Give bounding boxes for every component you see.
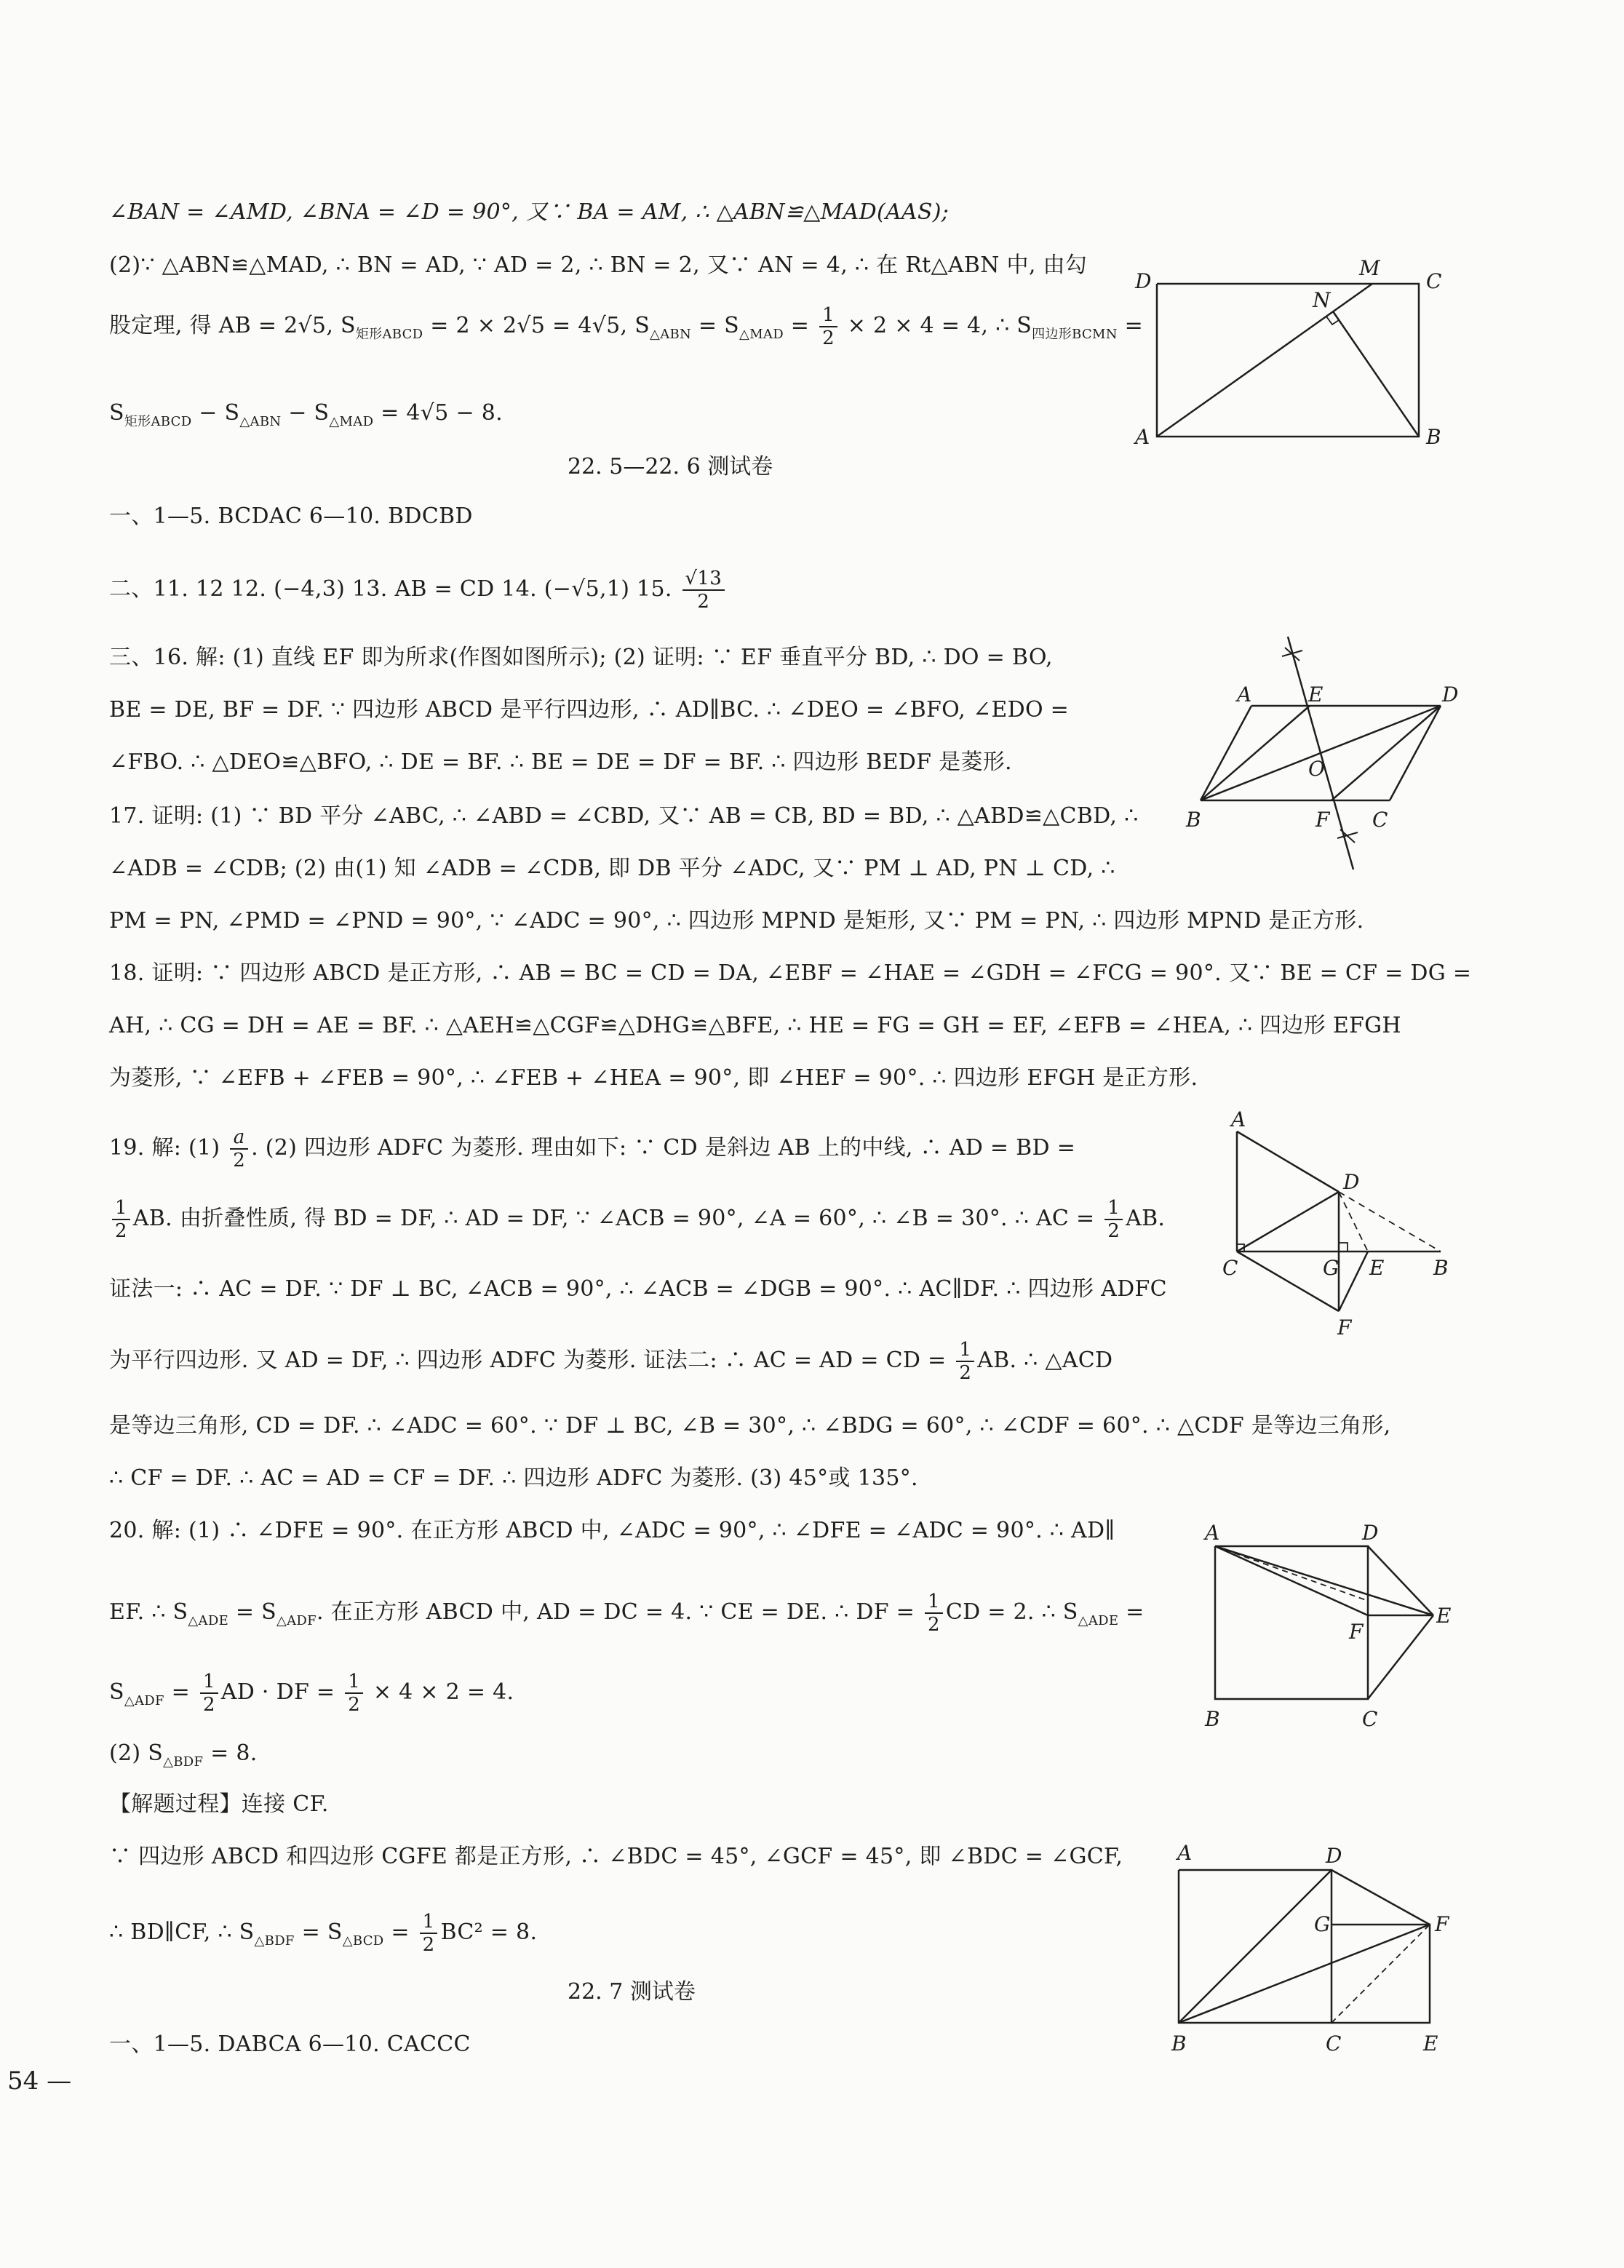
numerator: 1 bbox=[112, 1197, 130, 1220]
segment-cd bbox=[1390, 706, 1441, 800]
label-e: E bbox=[1369, 1256, 1385, 1280]
text: = S bbox=[228, 1599, 276, 1625]
denominator: 2 bbox=[1107, 1220, 1121, 1242]
text: = bbox=[1117, 313, 1144, 338]
label-f: F bbox=[1349, 1620, 1364, 1644]
denominator: 2 bbox=[115, 1220, 127, 1242]
figure-parallelogram bbox=[1186, 626, 1462, 876]
q18-line-3: 为菱形, ∵ ∠EFB + ∠FEB = 90°, ∴ ∠FEB + ∠HEA = 90°, 即 ∠HEF = 90°. ∴ 四边形 EFGH 是正方形. bbox=[109, 1065, 1198, 1091]
text: = S bbox=[294, 1919, 343, 1945]
fraction bbox=[420, 1911, 438, 1956]
text: . 在正方形 ABCD 中, AD = DC = 4. ∵ CE = DE. ∴ DF = bbox=[316, 1599, 922, 1625]
label-c: C bbox=[1426, 269, 1442, 293]
q20-line-6: ∵ 四边形 ABCD 和四边形 CGFE 都是正方形, ∴ ∠BDC = 45°, ∠GCF = 45°, 即 ∠BDC = ∠GCF, bbox=[109, 1844, 1123, 1869]
subscript: △BDF bbox=[254, 1933, 295, 1949]
numerator: a bbox=[230, 1126, 248, 1150]
q20-line-3 bbox=[109, 1671, 514, 1716]
segment-ce bbox=[1368, 1615, 1433, 1699]
segment-bf bbox=[1179, 1925, 1430, 2023]
numerator: 1 bbox=[925, 1591, 943, 1614]
label-o: O bbox=[1308, 757, 1325, 781]
q16-line-3: ∠FBO. ∴ △DEO≌△BFO, ∴ DE = BF. ∴ BE = DE = DF = BF. ∴ 四边形 BEDF 是菱形. bbox=[109, 749, 1012, 775]
answers-fill bbox=[109, 568, 728, 613]
label-n: N bbox=[1313, 288, 1331, 312]
label-e: E bbox=[1436, 1604, 1452, 1628]
subscript: △BCD bbox=[342, 1933, 384, 1949]
rectangle-outline bbox=[1157, 284, 1419, 437]
segment-be bbox=[1201, 706, 1310, 800]
denominator: 2 bbox=[822, 327, 835, 349]
q18-line-2: AH, ∴ CG = DH = AE = BF. ∴ △AEH≌△CGF≌△DHG≌△BFE, ∴ HE = FG = GH = EF, ∠EFB = ∠HEA, ∴ 四边形 EFGH bbox=[109, 1013, 1401, 1038]
text: = S bbox=[691, 313, 740, 338]
text: 股定理, 得 AB = 2√5, S bbox=[109, 313, 356, 338]
segment-bd bbox=[1179, 1870, 1332, 2023]
text: EF. ∴ S bbox=[109, 1599, 188, 1625]
fraction bbox=[956, 1339, 974, 1384]
text: AD · DF = bbox=[220, 1679, 343, 1705]
text: AB. ∴ △ACD bbox=[977, 1348, 1113, 1373]
denominator: 2 bbox=[697, 591, 710, 613]
label-f: F bbox=[1337, 1316, 1352, 1340]
subscript: △ABN bbox=[650, 327, 692, 342]
line-2: (2)∵ △ABN≌△MAD, ∴ BN = AD, ∵ AD = 2, ∴ BN = 2, 又∵ AN = 4, ∴ 在 Rt△ABN 中, 由勾 bbox=[109, 252, 1088, 278]
label-a: A bbox=[1177, 1841, 1193, 1865]
label-b: B bbox=[1205, 1707, 1220, 1731]
q16-line-1: 三、16. 解: (1) 直线 EF 即为所求(作图如图所示); (2) 证明: ∵ EF 垂直平分 BD, ∴ DO = BO, bbox=[109, 645, 1053, 670]
label-a: A bbox=[1237, 683, 1252, 707]
section-title-22-5: 22. 5—22. 6 测试卷 bbox=[568, 454, 773, 480]
label-g: G bbox=[1314, 1912, 1331, 1936]
label-b: B bbox=[1433, 1256, 1449, 1280]
subscript: △ABN bbox=[239, 414, 282, 429]
label-b: B bbox=[1171, 2032, 1187, 2056]
label-e: E bbox=[1423, 2032, 1438, 2056]
fraction bbox=[112, 1197, 130, 1242]
right-angle-mark-g bbox=[1339, 1243, 1348, 1252]
text: = bbox=[1118, 1599, 1145, 1625]
answers-choice-2: 一、1—5. DABCA 6—10. CACCC bbox=[109, 2032, 471, 2057]
numerator: √13 bbox=[682, 568, 725, 591]
text: 为平行四边形. 又 AD = DF, ∴ 四边形 ADFC 为菱形. 证法二: ∴ AC = AD = CD = bbox=[109, 1348, 954, 1373]
label-f: F bbox=[1315, 808, 1330, 832]
numerator: 1 bbox=[420, 1911, 438, 1934]
q19-line-1 bbox=[109, 1126, 1075, 1171]
segment-af bbox=[1215, 1546, 1368, 1615]
fraction bbox=[819, 304, 837, 349]
fraction bbox=[1104, 1197, 1123, 1242]
q19-line-4 bbox=[109, 1339, 1112, 1384]
segment-fd bbox=[1332, 706, 1441, 800]
numerator: 1 bbox=[200, 1671, 218, 1694]
numerator: 1 bbox=[345, 1671, 363, 1694]
segment-bn bbox=[1333, 311, 1419, 437]
label-d: D bbox=[1362, 1521, 1379, 1545]
subscript: 四边形BCMN bbox=[1032, 327, 1118, 342]
segment-cd bbox=[1237, 1192, 1339, 1252]
text: BC² = 8. bbox=[440, 1919, 538, 1945]
q20-line-2 bbox=[109, 1591, 1145, 1636]
label-m: M bbox=[1359, 256, 1380, 280]
text: ∴ BD∥CF, ∴ S bbox=[109, 1919, 255, 1945]
q17-line-1: 17. 证明: (1) ∵ BD 平分 ∠ABC, ∴ ∠ABD = ∠CBD, 又∵ AB = CB, BD = BD, ∴ △ABD≌△CBD, ∴ bbox=[109, 803, 1139, 829]
segment-fe bbox=[1339, 1252, 1368, 1311]
denominator: 2 bbox=[927, 1614, 940, 1636]
subscript: 矩形ABCD bbox=[124, 414, 192, 429]
text: = 4√5 − 8. bbox=[373, 400, 503, 426]
label-d: D bbox=[1135, 269, 1152, 293]
subscript: △ADE bbox=[188, 1613, 229, 1628]
q20-line-4 bbox=[109, 1739, 258, 1777]
segment-cf-dashed bbox=[1332, 1925, 1430, 2023]
q19-line-3: 证法一: ∴ AC = DF. ∵ DF ⊥ BC, ∠ACB = 90°, ∴ ∠ACB = ∠DGB = 90°. ∴ AC∥DF. ∴ 四边形 ADFC bbox=[109, 1276, 1167, 1302]
text: AB. bbox=[1126, 1206, 1166, 1231]
numerator: 1 bbox=[819, 304, 837, 327]
text: AB. 由折叠性质, 得 BD = DF, ∴ AD = DF, ∵ ∠ACB = 90°, ∠A = 60°, ∴ ∠B = 30°. ∴ AC = bbox=[132, 1206, 1102, 1231]
q20-line-1: 20. 解: (1) ∴ ∠DFE = 90°. 在正方形 ABCD 中, ∠ADC = 90°, ∴ ∠DFE = ∠ADC = 90°. ∴ AD∥ bbox=[109, 1518, 1115, 1543]
q20-line-5: 【解题过程】连接 CF. bbox=[109, 1791, 329, 1817]
figure-two-squares bbox=[1157, 1841, 1470, 2062]
text: S bbox=[109, 1679, 124, 1705]
label-c: C bbox=[1326, 2032, 1342, 2056]
text: = bbox=[164, 1679, 197, 1705]
subscript: △MAD bbox=[329, 414, 374, 429]
text: S bbox=[109, 400, 124, 426]
q19-line-6: ∴ CF = DF. ∴ AC = AD = CF = DF. ∴ 四边形 ADFC 为菱形. (3) 45°或 135°. bbox=[109, 1465, 918, 1491]
label-a: A bbox=[1231, 1107, 1246, 1131]
subscript: △ADF bbox=[124, 1693, 164, 1708]
subscript: △BDF bbox=[163, 1754, 204, 1770]
label-c: C bbox=[1222, 1256, 1238, 1280]
text: = 2 × 2√5 = 4√5, S bbox=[423, 313, 650, 338]
text: = bbox=[783, 313, 817, 338]
line-3 bbox=[109, 304, 1143, 349]
text: − S bbox=[281, 400, 330, 426]
text: CD = 2. ∴ S bbox=[945, 1599, 1078, 1625]
fraction bbox=[200, 1671, 218, 1716]
label-b: B bbox=[1426, 425, 1441, 449]
figure-square-triangle bbox=[1193, 1513, 1455, 1735]
arc-mark-bottom bbox=[1337, 829, 1358, 843]
square-abcd bbox=[1215, 1546, 1368, 1699]
text: 二、11. 12 12. (−4,3) 13. AB = CD 14. (−√5,1) 15. bbox=[109, 576, 680, 602]
label-a: A bbox=[1135, 425, 1150, 449]
label-d: D bbox=[1326, 1844, 1342, 1868]
q17-line-2: ∠ADB = ∠CDB; (2) 由(1) 知 ∠ADB = ∠CDB, 即 DB 平分 ∠ADC, 又∵ PM ⊥ AD, PN ⊥ CD, ∴ bbox=[109, 856, 1115, 881]
label-d: D bbox=[1343, 1170, 1360, 1194]
fraction bbox=[682, 568, 725, 613]
line-4 bbox=[109, 399, 503, 437]
numerator: 1 bbox=[956, 1339, 974, 1362]
subscript: △ADF bbox=[276, 1613, 317, 1628]
section-title-22-7: 22. 7 测试卷 bbox=[568, 1979, 696, 2005]
segment-df bbox=[1332, 1870, 1430, 1925]
fraction bbox=[345, 1671, 363, 1716]
label-d: D bbox=[1442, 683, 1459, 707]
denominator: 2 bbox=[422, 1934, 435, 1956]
subscript: △ADE bbox=[1078, 1613, 1119, 1628]
text: = 8. bbox=[203, 1740, 258, 1766]
dashed-line bbox=[1215, 1546, 1368, 1601]
answers-choice: 一、1—5. BCDAC 6—10. BDCBD bbox=[109, 504, 473, 529]
denominator: 2 bbox=[959, 1362, 972, 1384]
segment-ab bbox=[1201, 706, 1251, 800]
label-c: C bbox=[1362, 1707, 1378, 1731]
fraction bbox=[230, 1126, 248, 1171]
text: 19. 解: (1) bbox=[109, 1135, 228, 1161]
label-g: G bbox=[1323, 1256, 1340, 1280]
page-number: 54 — bbox=[7, 2066, 72, 2096]
fraction bbox=[925, 1591, 943, 1636]
denominator: 2 bbox=[348, 1694, 361, 1716]
text: × 2 × 4 = 4, ∴ S bbox=[840, 313, 1032, 338]
text: . (2) 四边形 ADFC 为菱形. 理由如下: ∵ CD 是斜边 AB 上的中线, ∴ AD = BD = bbox=[251, 1135, 1076, 1161]
figure-folded-triangle bbox=[1215, 1107, 1462, 1349]
line-ef bbox=[1288, 637, 1353, 870]
text: (2) S bbox=[109, 1740, 164, 1766]
segment-db-dashed bbox=[1339, 1192, 1441, 1252]
q20-line-7 bbox=[109, 1911, 537, 1956]
denominator: 2 bbox=[202, 1694, 215, 1716]
denominator: 2 bbox=[233, 1150, 246, 1171]
q19-line-5: 是等边三角形, CD = DF. ∴ ∠ADC = 60°. ∵ DF ⊥ BC, ∠B = 30°, ∴ ∠BDG = 60°, ∴ ∠CDF = 60°. ∴ △CDF 是等边三角形, bbox=[109, 1413, 1391, 1439]
text: = bbox=[383, 1919, 417, 1945]
label-e: E bbox=[1308, 683, 1324, 707]
subscript: 矩形ABCD bbox=[355, 327, 423, 342]
q18-line-1: 18. 证明: ∵ 四边形 ABCD 是正方形, ∴ AB = BC = CD = DA, ∠EBF = ∠HAE = ∠GDH = ∠FCG = 90°. 又∵ BE = CF = DG = bbox=[109, 960, 1472, 986]
text: − S bbox=[191, 400, 240, 426]
figure-rectangle-abcd bbox=[1128, 256, 1455, 461]
label-f: F bbox=[1435, 1912, 1449, 1936]
numerator: 1 bbox=[1104, 1197, 1123, 1220]
q17-line-3: PM = PN, ∠PMD = ∠PND = 90°, ∵ ∠ADC = 90°, ∴ 四边形 MPND 是矩形, 又∵ PM = PN, ∴ 四边形 MPND 是正方形. bbox=[109, 908, 1364, 934]
q19-line-2 bbox=[109, 1197, 1165, 1242]
segment-ad bbox=[1237, 1131, 1339, 1192]
line-1: ∠BAN = ∠AMD, ∠BNA = ∠D = 90°, 又∵ BA = AM, ∴ △ABN≌△MAD(AAS); bbox=[109, 199, 950, 225]
label-a: A bbox=[1205, 1521, 1220, 1545]
subscript: △MAD bbox=[739, 327, 784, 342]
label-b: B bbox=[1186, 808, 1201, 832]
q16-line-2: BE = DE, BF = DF. ∵ 四边形 ABCD 是平行四边形, ∴ AD∥BC. ∴ ∠DEO = ∠BFO, ∠EDO = bbox=[109, 697, 1070, 723]
label-c: C bbox=[1372, 808, 1388, 832]
text: × 4 × 2 = 4. bbox=[366, 1679, 514, 1705]
segment-am bbox=[1157, 284, 1372, 437]
